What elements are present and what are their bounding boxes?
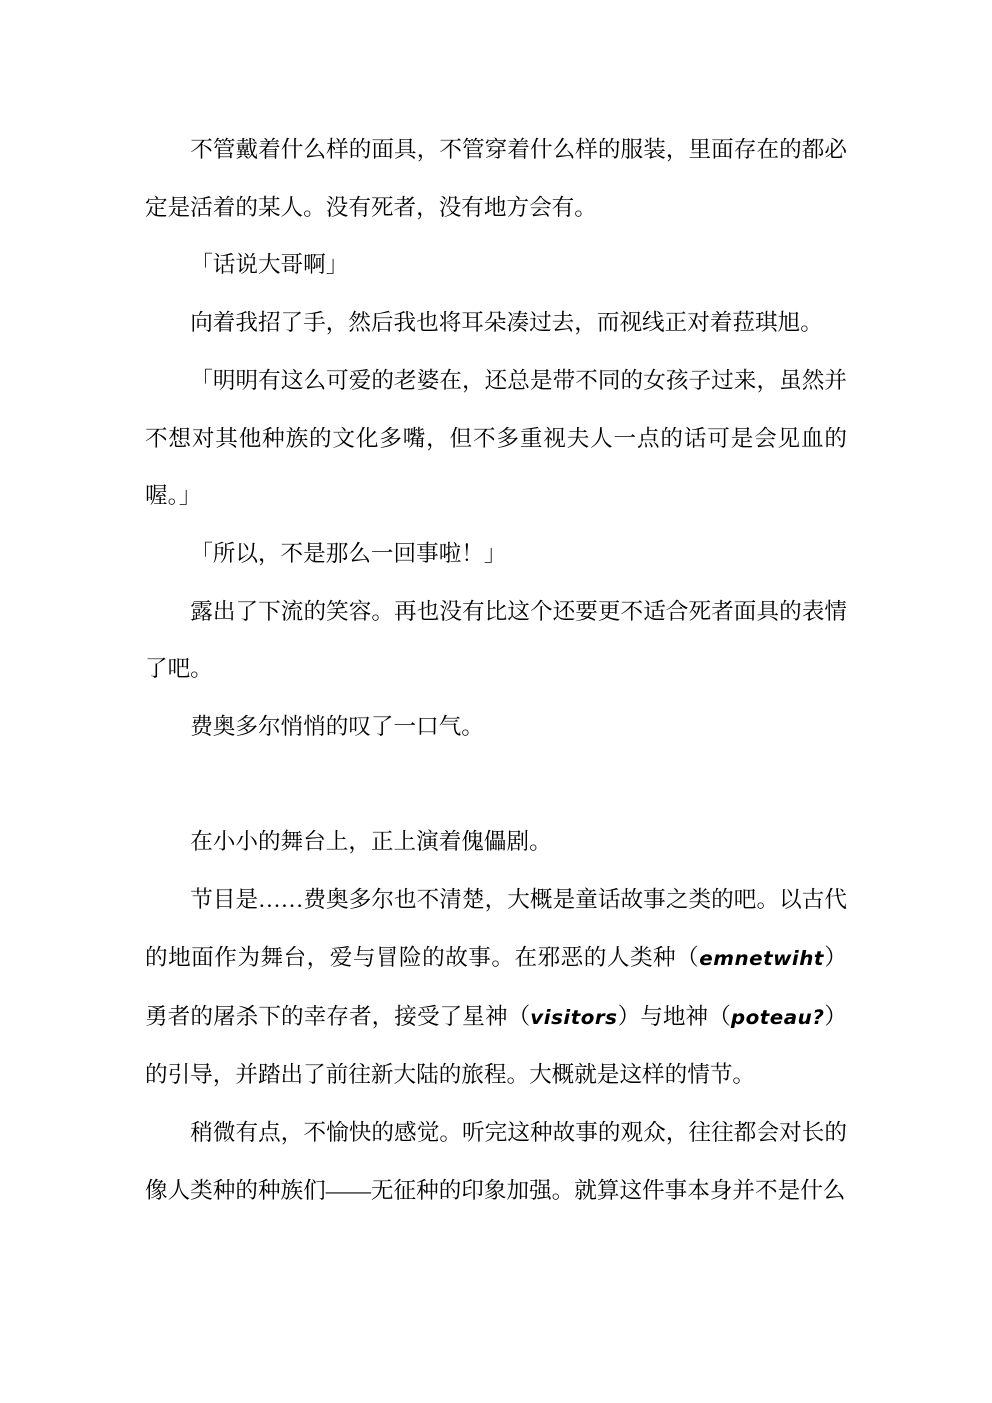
paragraph xyxy=(145,352,847,525)
latin-term: visitors xyxy=(530,1005,618,1029)
latin-term: poteau? xyxy=(730,1005,825,1029)
text-run: 「所以，不是那么一回事啦！」 xyxy=(190,540,507,566)
document-content xyxy=(145,121,847,1219)
paragraph xyxy=(145,525,847,583)
paragraph xyxy=(145,294,847,352)
section-break xyxy=(145,756,847,814)
text-run: 节目是……费奥多尔也不清楚，大概是童话故事之类的吧。以古代的地面作为舞台，爱与冒险的故事。在邪恶的人类种（ xyxy=(145,887,847,970)
latin-term: emnetwiht xyxy=(699,946,824,970)
paragraph xyxy=(145,583,847,698)
text-run: 「明明有这么可爱的老婆在，还总是带不同的女孩子过来，虽然并不想对其他种族的文化多嘴，但不多重视夫人一点的话可是会见血的喔。」 xyxy=(145,367,847,509)
paragraph xyxy=(145,236,847,294)
paragraph xyxy=(145,698,847,756)
paragraph xyxy=(145,871,847,1104)
text-run: 费奥多尔悄悄的叹了一口气。 xyxy=(190,714,484,740)
paragraph xyxy=(145,813,847,871)
paragraph xyxy=(145,1104,847,1219)
text-run: ）与地神（ xyxy=(617,1003,731,1029)
text-run: ）勇者的屠杀下的幸存者，接受了星神（ xyxy=(145,944,847,1029)
text-run: 稍微有点，不愉快的感觉。听完这种故事的观众，往往都会对长的像人类种的种族们——无征种的印象加强。就算这件事本身并不是什么 xyxy=(145,1119,847,1203)
text-run: 向着我招了手，然后我也将耳朵凑过去，而视线正对着菈琪旭。 xyxy=(190,310,823,336)
text-run: 露出了下流的笑容。再也没有比这个还要更不适合死者面具的表情了吧。 xyxy=(145,598,847,682)
text-run: 不管戴着什么样的面具，不管穿着什么样的服装，里面存在的都必定是活着的某人。没有死者，没有地方会有。 xyxy=(145,137,847,220)
text-run: 在小小的舞台上，正上演着傀儡剧。 xyxy=(190,829,552,855)
text-run: ）的引导，并踏出了前往新大陆的旅程。大概就是这样的情节。 xyxy=(145,1003,848,1088)
paragraph xyxy=(145,121,847,236)
text-run: 「话说大哥啊」 xyxy=(190,252,349,278)
